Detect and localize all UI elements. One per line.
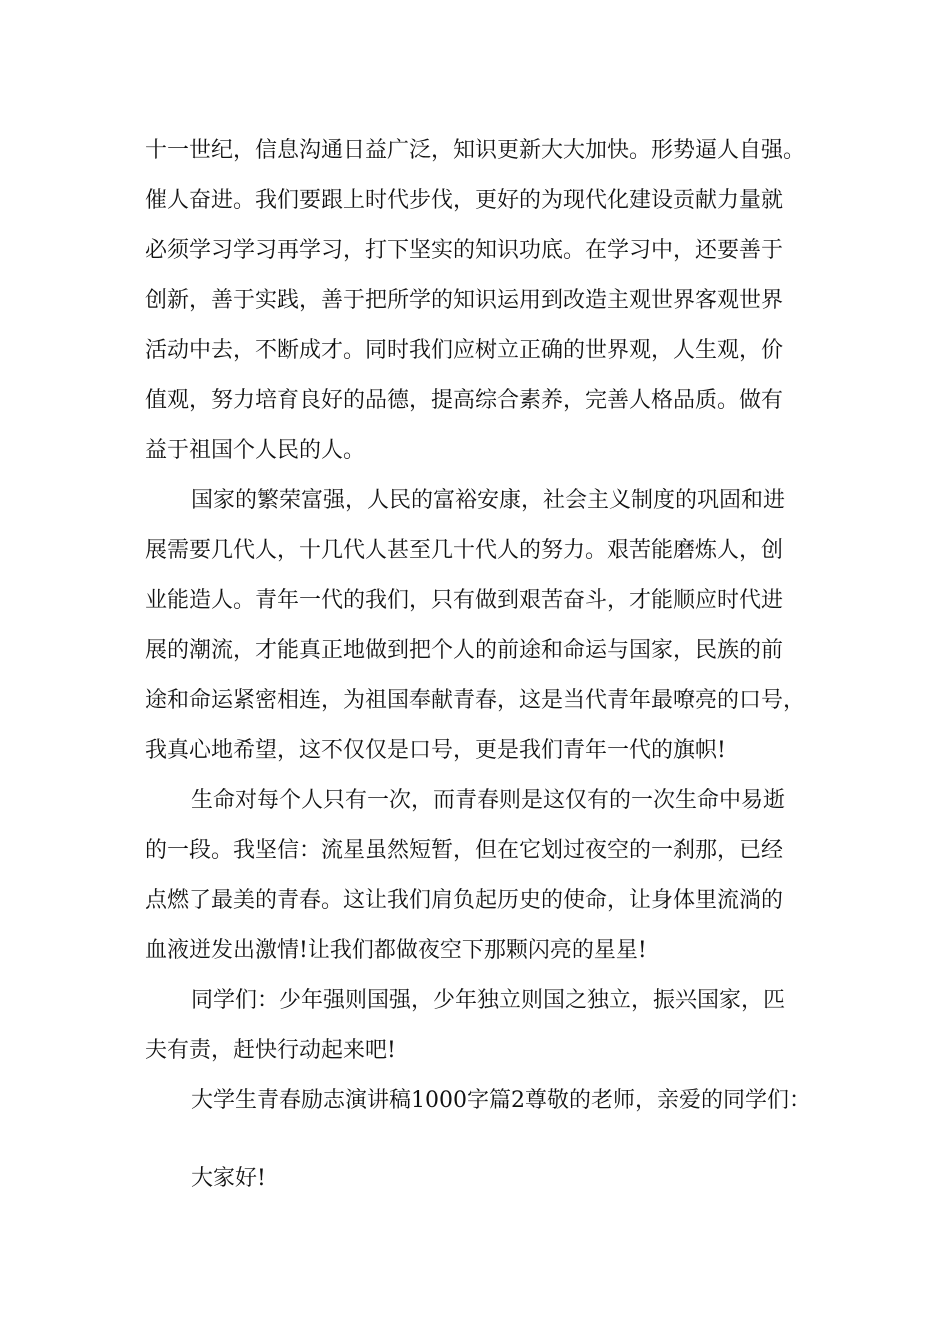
text-line: 血液迸发出激情!让我们都做夜空下那颗闪亮的星星!: [145, 938, 647, 963]
text-line: 夫有责，赶快行动起来吧!: [145, 1038, 396, 1063]
text-line: 催人奋进。我们要跟上时代步伐，更好的为现代化建设贡献力量就: [145, 188, 784, 213]
paragraph-6: [145, 1154, 825, 1204]
text-line: 同学们：少年强则国强，少年独立则国之独立，振兴国家，匹: [191, 988, 786, 1013]
text-line: 必须学习学习再学习，打下坚实的知识功底。在学习中，还要善于: [145, 238, 784, 263]
greeting-line: 大家好!: [191, 1166, 266, 1191]
text-line: 途和命运紧密相连，为祖国奉献青春，这是当代青年最嘹亮的口号，: [145, 688, 806, 713]
text-line: 我真心地希望，这不仅仅是口号，更是我们青年一代的旗帜!: [145, 738, 726, 763]
text-line: 活动中去，不断成才。同时我们应树立正确的世界观，人生观，价: [145, 338, 784, 363]
paragraph-5: [145, 1076, 825, 1126]
text-line: 点燃了最美的青春。这让我们肩负起历史的使命，让身体里流淌的: [145, 888, 784, 913]
text-line: 展需要几代人，十几代人甚至几十代人的努力。艰苦能磨炼人，创: [145, 538, 784, 563]
text-line: 生命对每个人只有一次，而青春则是这仅有的一次生命中易逝: [191, 788, 786, 813]
paragraph-4: [145, 976, 825, 1076]
blank-spacer: [145, 1126, 825, 1154]
paragraph-2: [145, 476, 825, 776]
text-line: 展的潮流，才能真正地做到把个人的前途和命运与国家，民族的前: [145, 638, 784, 663]
text-line: 创新，善于实践，善于把所学的知识运用到改造主观世界客观世界: [145, 288, 784, 313]
paragraph-1: [145, 126, 825, 476]
document-body: [145, 126, 825, 1204]
text-line: 十一世纪，信息沟通日益广泛，知识更新大大加快。形势逼人自强。: [145, 138, 806, 163]
text-line: 的一段。我坚信：流星虽然短暂，但在它划过夜空的一刹那，已经: [145, 838, 784, 863]
text-line: 益于祖国个人民的人。: [145, 438, 366, 463]
text-line: 大学生青春励志演讲稿1000字篇2尊敬的老师，亲爱的同学们：: [191, 1088, 811, 1113]
text-line: 业能造人。青年一代的我们，只有做到艰苦奋斗，才能顺应时代进: [145, 588, 784, 613]
text-line: 值观，努力培育良好的品德，提高综合素养，完善人格品质。做有: [145, 388, 784, 413]
paragraph-3: [145, 776, 825, 976]
text-line: 国家的繁荣富强，人民的富裕安康，社会主义制度的巩固和进: [191, 488, 786, 513]
